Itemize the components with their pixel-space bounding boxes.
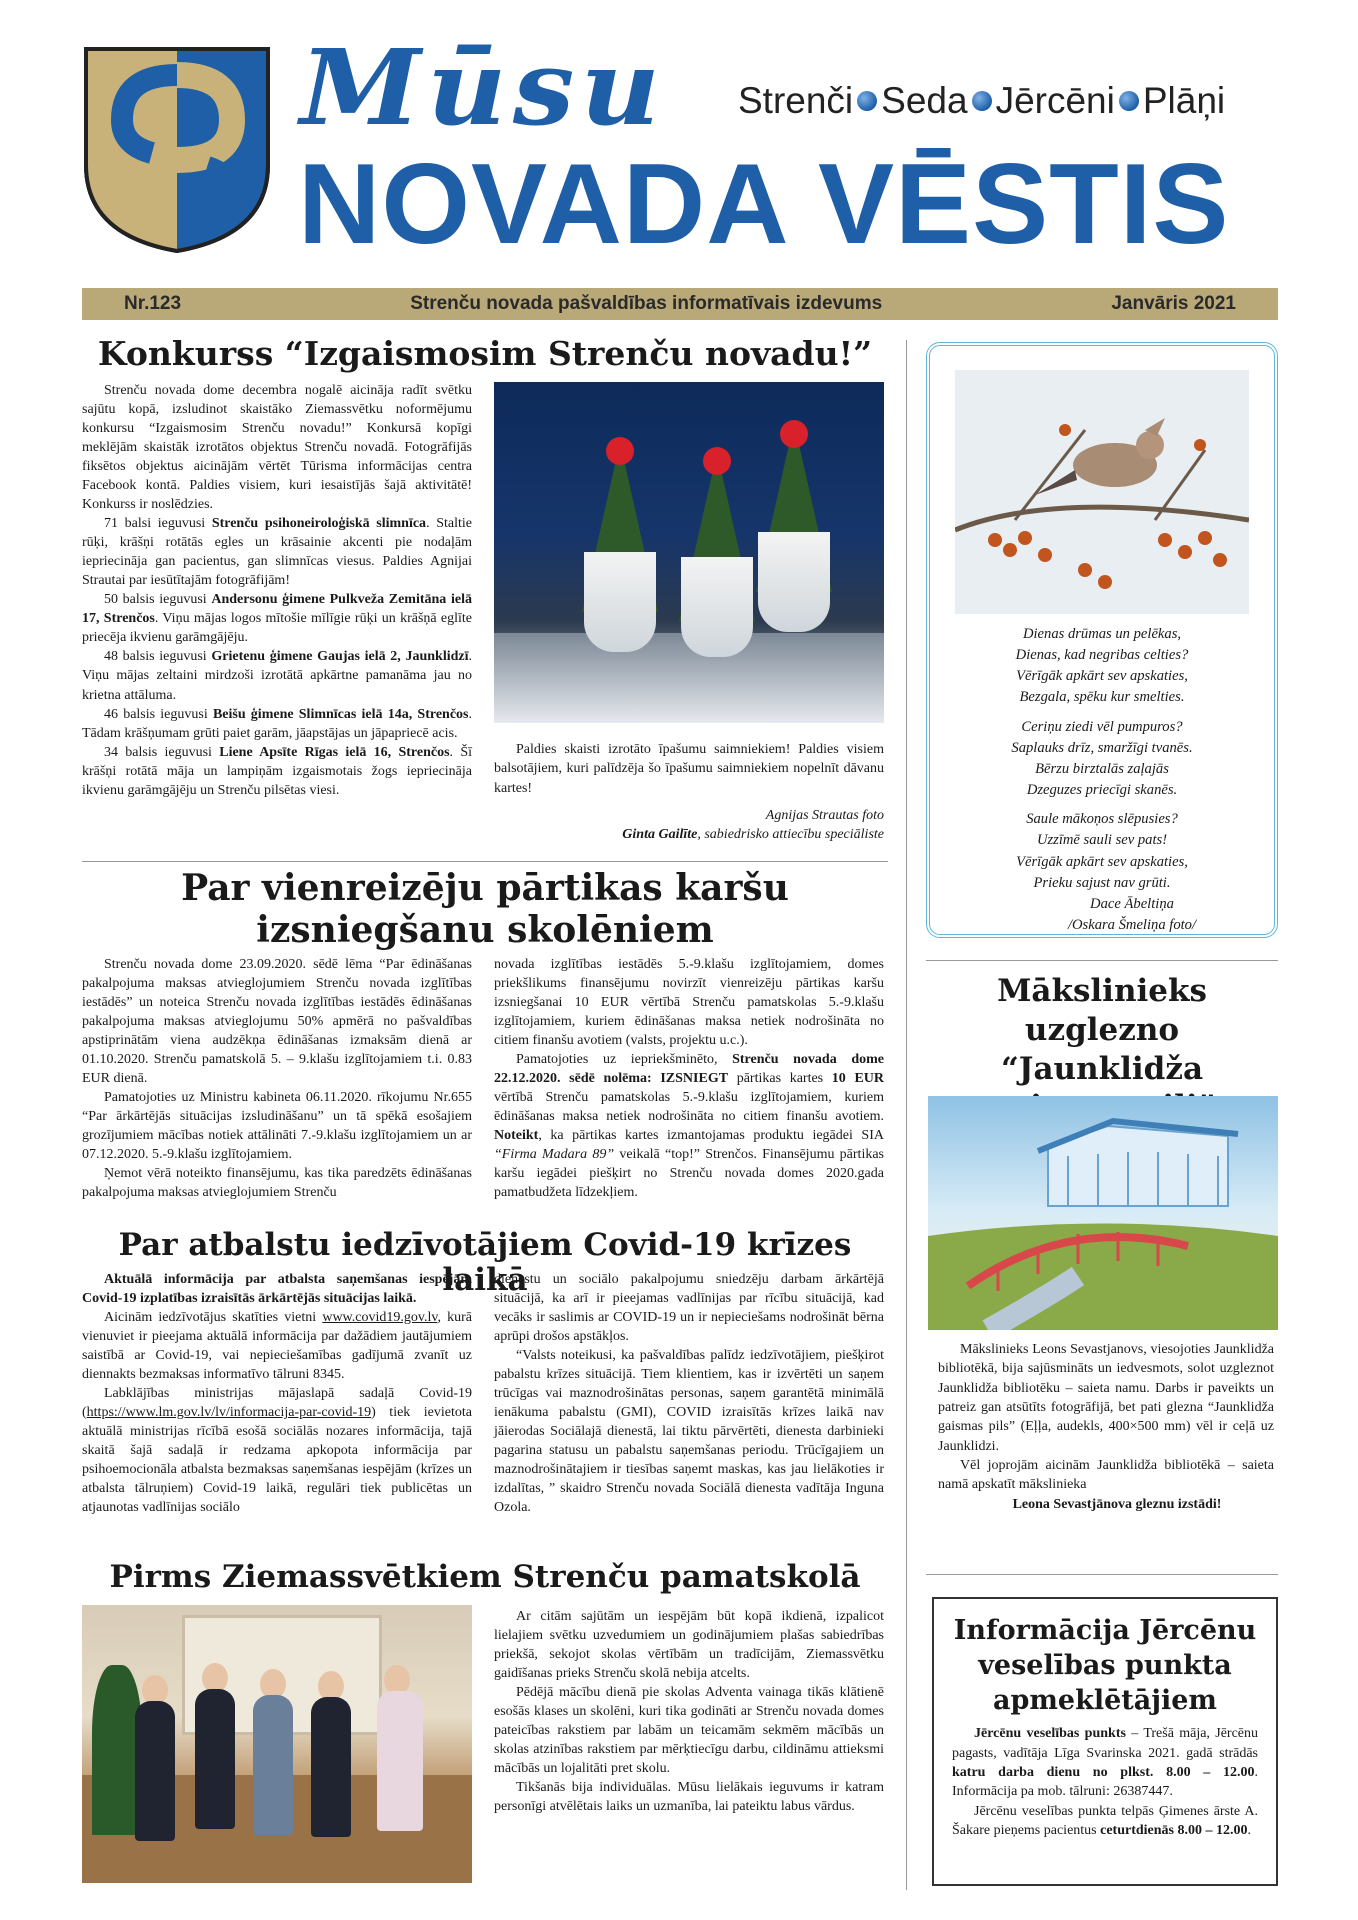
covid-paragraph: dienestu un sociālo pakalpojumu sniedzēju darbam ārkārtējā situācijā, ka arī ir pieejamas vadlīnijas par rīcību situācijā, kad vecāks ir saslimis ar COVID-19 un ir nepieciešams nodrošināt bērna aprūpi drošos apstākļos. (494, 1272, 884, 1345)
info-body (952, 1724, 1258, 1840)
partika-paragraph: Pamatojoties uz iepriekšminēto, Strenču novada dome 22.12.2020. sēdē nolēma: IZSNIEGT pārtikas kartes 10 EUR vērtībā Strenču pamatskolas 5.-9.klašu izglītojamiem, kuriem ēdināšanas maksa netiek nodrošināta no citiem finanšu avotiem. Noteikt, ka pārtikas kartes izmantojamas produktu iegādei SIA “Firma Madara 89” veikalā “top!” Strenčos. Finansējumu pārtikas karšu iegādei piešķirt no Strenču novada domes 2020.gada pamatbudžeta līdzekļiem. (494, 1052, 885, 1201)
covid-lead: Aktuālā informācija par atbalsta saņemšanas iespējām Covid-19 izplatības izraisītās ārkārtējās situācijas laikā. (82, 1272, 472, 1307)
poem-line: Vērīgāk apkārt sev apskaties, (1016, 668, 1188, 685)
headline-line: uzglezno “Jaunklidža (1000, 1011, 1204, 1087)
column-divider (906, 340, 907, 1890)
poem-stanza (940, 717, 1264, 802)
section-divider (82, 861, 888, 862)
poem-author: Dace Ābeltiņa (1090, 895, 1174, 912)
issue-date: Janvāris 2021 (1111, 293, 1236, 314)
ziemassvetki-body (494, 1607, 884, 1816)
info-paragraph: Jērcēnu veselības punkta telpās Ģimenes ārste A. Šakare pieņems pacientus ceturtdienās 8.00 – 12.00. (952, 1803, 1258, 1838)
place-name: Plāņi (1142, 80, 1226, 121)
thanks-text: Paldies skaisti izrotāto īpašumu saimniekiem! Paldies visiem balsotājiem, kuri palīdzēja šo īpašumu saimniekiem nopelnīt dāvanu kartes! (494, 742, 884, 796)
headline-line: Mākslinieks (997, 973, 1207, 1009)
section-divider (926, 1574, 1278, 1575)
ziemassvetki-headline: Pirms Ziemassvētkiem Strenču pamatskolā (109, 1559, 861, 1595)
covid-paragraph: “Valsts noteikusi, ka pašvaldības palīdz iedzīvotājiem, piešķirot pabalstu krīzes situācijā. Tiem klientiem, kas ir izvērtēti un saņem trūcīgas vai maznodrošinātas personas, saņem garantētā minimālā ienākuma pabalstu (GMI), COVID izraisītās krīzes laikā nav jāierodas Sociālajā dienestā, lai tiktu pārvērtēti, dienesta darbinieki pagarina statusu un pabalstu saņemšanas periodu. Trūcīgajiem un maznodrošinātajiem ir tiesības saņemt maskas, kas jau lielākoties ir izdalītas, ” skaidro Strenču novada Sociālā dienesta vadītāja Inguna Ozola. (494, 1348, 884, 1516)
poem-line: Dienas, kad negribas celties? (1015, 647, 1189, 664)
ziemassvetki-paragraph: Pēdējā mācību dienā pie skolas Adventa vainaga tikās klātienē esošās klases un skolēni, kuri tika godināti ar Strenču novada domes pateicības rakstiem par labām un teicamām sekmēm mācībās un skolas atzinības rakstiem par mērķtiecīgu darbu, cildināmu attieksmi mācībās un lojalitāti pret skolu. (494, 1685, 884, 1777)
info-paragraph: Jērcēnu veselības punkts – Trešā māja, Jērcēnu pagasts, vadītāja Līga Svarinska 2021. gadā strādās katru darba dienu no plkst. 8.00 – 12.00. Informācija pa mob. tālruni: 26387447. (952, 1726, 1258, 1800)
headline-line: izsniegšanu skolēniem (256, 908, 714, 951)
masthead-title: NOVADA VĒSTIS (298, 141, 1230, 268)
konkurss-paragraph: 50 balsis ieguvusi Andersonu ģimene Pulkveža Zemitāna ielā 17, Strenčos. Viņu mājas logos mītošie mīlīgie rūķi un krāšņā eglīte priecēja ikvienu garāmgājēju. (82, 592, 473, 646)
school-children-photo (82, 1605, 472, 1883)
poem-line: Dienas drūmas un pelēkas, (1022, 626, 1182, 642)
author-name: Ginta Gailīte (622, 827, 698, 843)
ziemassvetki-paragraph: Ar citām sajūtām un iespējām būt kopā ikdienā, izpalicot lielajiem svētku uzvedumiem un godinājumiem plašas sabiedrības priekšā, sekojot skolas vērtībām un tradīcijām, Ziemassvētku gaidīšanas prieks Strenču skolā nebija atcelts. (494, 1609, 884, 1682)
covid-paragraph: Labklājības ministrijas mājaslapā sadaļā Covid-19 (https://www.lm.gov.lv/lv/informacija-par-covid-19) tiek ievietota aktuālā ministrijas rīcībā esošā sociālās nozares informācija, tajā skaitā šajā sadaļā ir redzama apkopota informācija par psihoemocionāla atbalsta bezmaksas saņemšanas iespējām (krīzes un atbalsta tālruņiem) Covid-19 laikā, regulāri tiek publicētas un atjaunotas vadlīnijas sociālo (82, 1386, 472, 1516)
maksl-body (938, 1340, 1274, 1514)
poem-line: Bezgala, spēku kur smelties. (1019, 689, 1185, 706)
poem (940, 624, 1264, 936)
author-signature (494, 825, 884, 844)
konkurss-paragraph: 46 balsis ieguvusi Beišu ģimene Slimnīcas ielā 14a, Strenčos. Tādam krāšņumam grūti paiet garām, jāapstājas un jāpapriecē acis. (82, 706, 472, 741)
masthead-musu: Mūsu (300, 26, 667, 149)
headline-line: apmeklētājiem (992, 1685, 1217, 1717)
headline-line: Informācija Jērcēnu (953, 1615, 1257, 1646)
konkurss-headline: Konkurss “Izgaismosim Strenču novadu!” (97, 334, 873, 373)
author-role: , sabiedrisko attiecību speciāliste (697, 827, 884, 843)
partika-paragraph: Ņemot vērā noteikto finansējumu, kas tika paredzēts ēdināšanas pakalpojuma maksas atvieglojumiem Strenču (82, 1166, 472, 1201)
konkurss-paragraph: Strenču novada dome decembra nogalē aicināja radīt svētku sajūtu kopā, izsludinot skaistāko Ziemassvētku noformējumu konkursu “Izgaismosim Strenču novadu!” Konkursā kopīgi meklējām skaistāk izrotātos objektus Strenču novadā. Fotogrāfijās fiksētos objektus aicinājām vērtēt Tūrisma informācijas centra Facebook kontā. Paldies visiem, kuri iesaistījās šajā aktivitātē! Konkurss ir noslēdzies. (82, 383, 472, 513)
poem-line: Bērzu birztalās zaļajās (1035, 760, 1169, 777)
maksl-closing: Leona Sevastjānova gleznu izstādi! (1012, 1496, 1222, 1512)
poem-stanza (940, 809, 1264, 894)
partika-paragraph: Pamatojoties uz Ministru kabineta 06.11.2020. rīkojumu Nr.655 “Par ārkārtējās situācijas izsludināšanu” un tā spēkā esošajiem grozījumiem mācības notiek attālināti 7.-9.klašu izglītojamiem un ar 07.12.2020. 5.-9.klašu izglītojamiem. (82, 1090, 472, 1163)
partika-paragraph: novada izglītības iestādēs 5.-9.klašu izglītojamiem, domes priekšlikums finansējumu novirzīt vienreizēju pārtikas karšu izsniegšanai 10 EUR vērtībā Strenču pamatskolas 5.-9.klašu izglītojamiem, kuriem ēdināšanas maksa netiek nodrošināta no citiem finanšu avotiem (valsts, projektu u.c.). (494, 957, 884, 1049)
poem-photo-credit: /Oskara Šmeliņa foto/ (1067, 917, 1197, 934)
dot-separator-icon (857, 91, 877, 111)
coat-of-arms-icon (82, 45, 272, 255)
covid-col-1 (82, 1270, 472, 1517)
konkurss-thanks (494, 740, 884, 845)
poem-line: Dzeguzes priecīgi skanēs. (1026, 782, 1178, 799)
partika-headline (82, 868, 888, 952)
konkurss-paragraph: 48 balsis ieguvusi Grietenu ģimene Gaujas ielā 2, Jaunklidzī. Viņu mājas zeltaini mirdzoši izrotātā apkārtne pamanāma jau no krietna attāluma. (82, 649, 472, 703)
covid-paragraph: Aicinām iedzīvotājus skatīties vietni www.covid19.gov.lv, kurā vienuviet ir pieejama aktuālā informācija par dažādiem jautājumiem saistībā ar Covid-19, vai nepieciešamības gadījumā zvanīt uz diennakts bezmaksas informatīvo tālruni 8345. (82, 1310, 472, 1383)
dot-separator-icon (1119, 91, 1139, 111)
health-point-infobox (932, 1597, 1278, 1886)
dot-separator-icon (972, 91, 992, 111)
waxwing-bird-photo (955, 370, 1249, 614)
place-name: Seda (881, 80, 968, 121)
issue-number: Nr.123 (124, 293, 182, 314)
poem-line: Saule mākoņos slēpusies? (1026, 811, 1178, 828)
ziemassvetki-paragraph: Tikšanās bija individuālas. Mūsu lielākais ieguvums ir katram personīgi atvēlētais laiks un uzmanība, lai pateiktu labus vārdus. (494, 1780, 884, 1815)
konkurss-paragraph: 34 balsis ieguvusi Liene Apsīte Rīgas ielā 16, Strenčos. Šī krāšņi rotātā māja un lampiņām izgaismotais žogs iepriecināja ikvienu garāmgājēju un Strenču pilsētas viesi. (82, 744, 472, 798)
poem-line: Uzzīmē sauli sev pats! (1036, 832, 1168, 849)
partika-col-1 (82, 955, 472, 1202)
poem-line: Vērīgāk apkārt sev apskaties, (1016, 853, 1188, 870)
section-divider (926, 960, 1278, 961)
info-headline (934, 1613, 1276, 1718)
poem-line: Saplauks drīz, smaržīgi tvanēs. (1011, 739, 1193, 756)
poem-stanza (940, 624, 1264, 709)
partika-paragraph: Strenču novada dome 23.09.2020. sēdē lēma “Par ēdināšanas pakalpojuma maksas atvieglojumiem Strenču novada izglītības iestādēs” un noteica Strenču novada izglītības iestādēs ēdināšanas pakalpojuma maksas atvieglojumu 50% apmērā no pašvaldības apstiprinātām viena audzēkņa ēdināšanas izmaksām dienā ar 01.10.2020. Strenču pamatskolā 5. – 9.klašu izglītojamiem t.i. 0.83 EUR dienā. (82, 957, 472, 1087)
gnome-trees-photo (494, 382, 884, 723)
publisher-line: Strenču novada pašvaldības informatīvais izdevums (410, 293, 883, 314)
place-name: Jērcēni (995, 80, 1115, 121)
covid-headline: Par atbalstu iedzīvotājiem Covid-19 krīzes laikā (118, 1227, 852, 1298)
headline-line: veselības punkta (978, 1650, 1232, 1682)
place-name: Strenči (738, 80, 854, 121)
photo-credit: Agnijas Strautas foto (765, 807, 884, 823)
maksl-paragraph: Vēl joprojām aicinām Jaunklidža bibliotēkā – saieta namā apskatīt mākslinieka (938, 1457, 1274, 1493)
issue-bar (82, 288, 1278, 320)
covid-col-2 (494, 1270, 884, 1517)
konkurss-paragraph: 71 balsi ieguvusi Strenču psihoneiroloģiskā slimnīca. Staltie rūķi, krāšņi rotātās egles un krāsainie akcenti pie nodaļām iepriecināja gan pacientus, gan slimnīcas viesus. Paldies Agnijai Strautai par iesūtītajām fotogrāfijām! (82, 516, 472, 589)
poem-line: Prieku sajust nav grūti. (1033, 874, 1171, 891)
konkurss-body (82, 381, 472, 800)
palace-painting-photo (928, 1096, 1278, 1330)
headline-line: Par vienreizēju pārtikas karšu (181, 867, 789, 909)
maksl-paragraph: Mākslinieks Leons Sevastjanovs, viesojoties Jaunklidža bibliotēkā, bija sajūsmināts un iedvesmots, solot uzgleznot Jaunklidža bibliotēku – saieta namu. Darbs ir paveikts un patreiz gan atsūtīts fotogrāfijā, bet pati glezna “Jaunklidža gaismas pils” (Eļļa, audekls, 400×500 mm) vēl ir ceļā uz Jaunklidzi. (938, 1342, 1274, 1454)
partika-col-2 (494, 955, 884, 1202)
places-list (738, 80, 1278, 122)
poem-line: Ceriņu ziedi vēl pumpuros? (1021, 718, 1183, 735)
